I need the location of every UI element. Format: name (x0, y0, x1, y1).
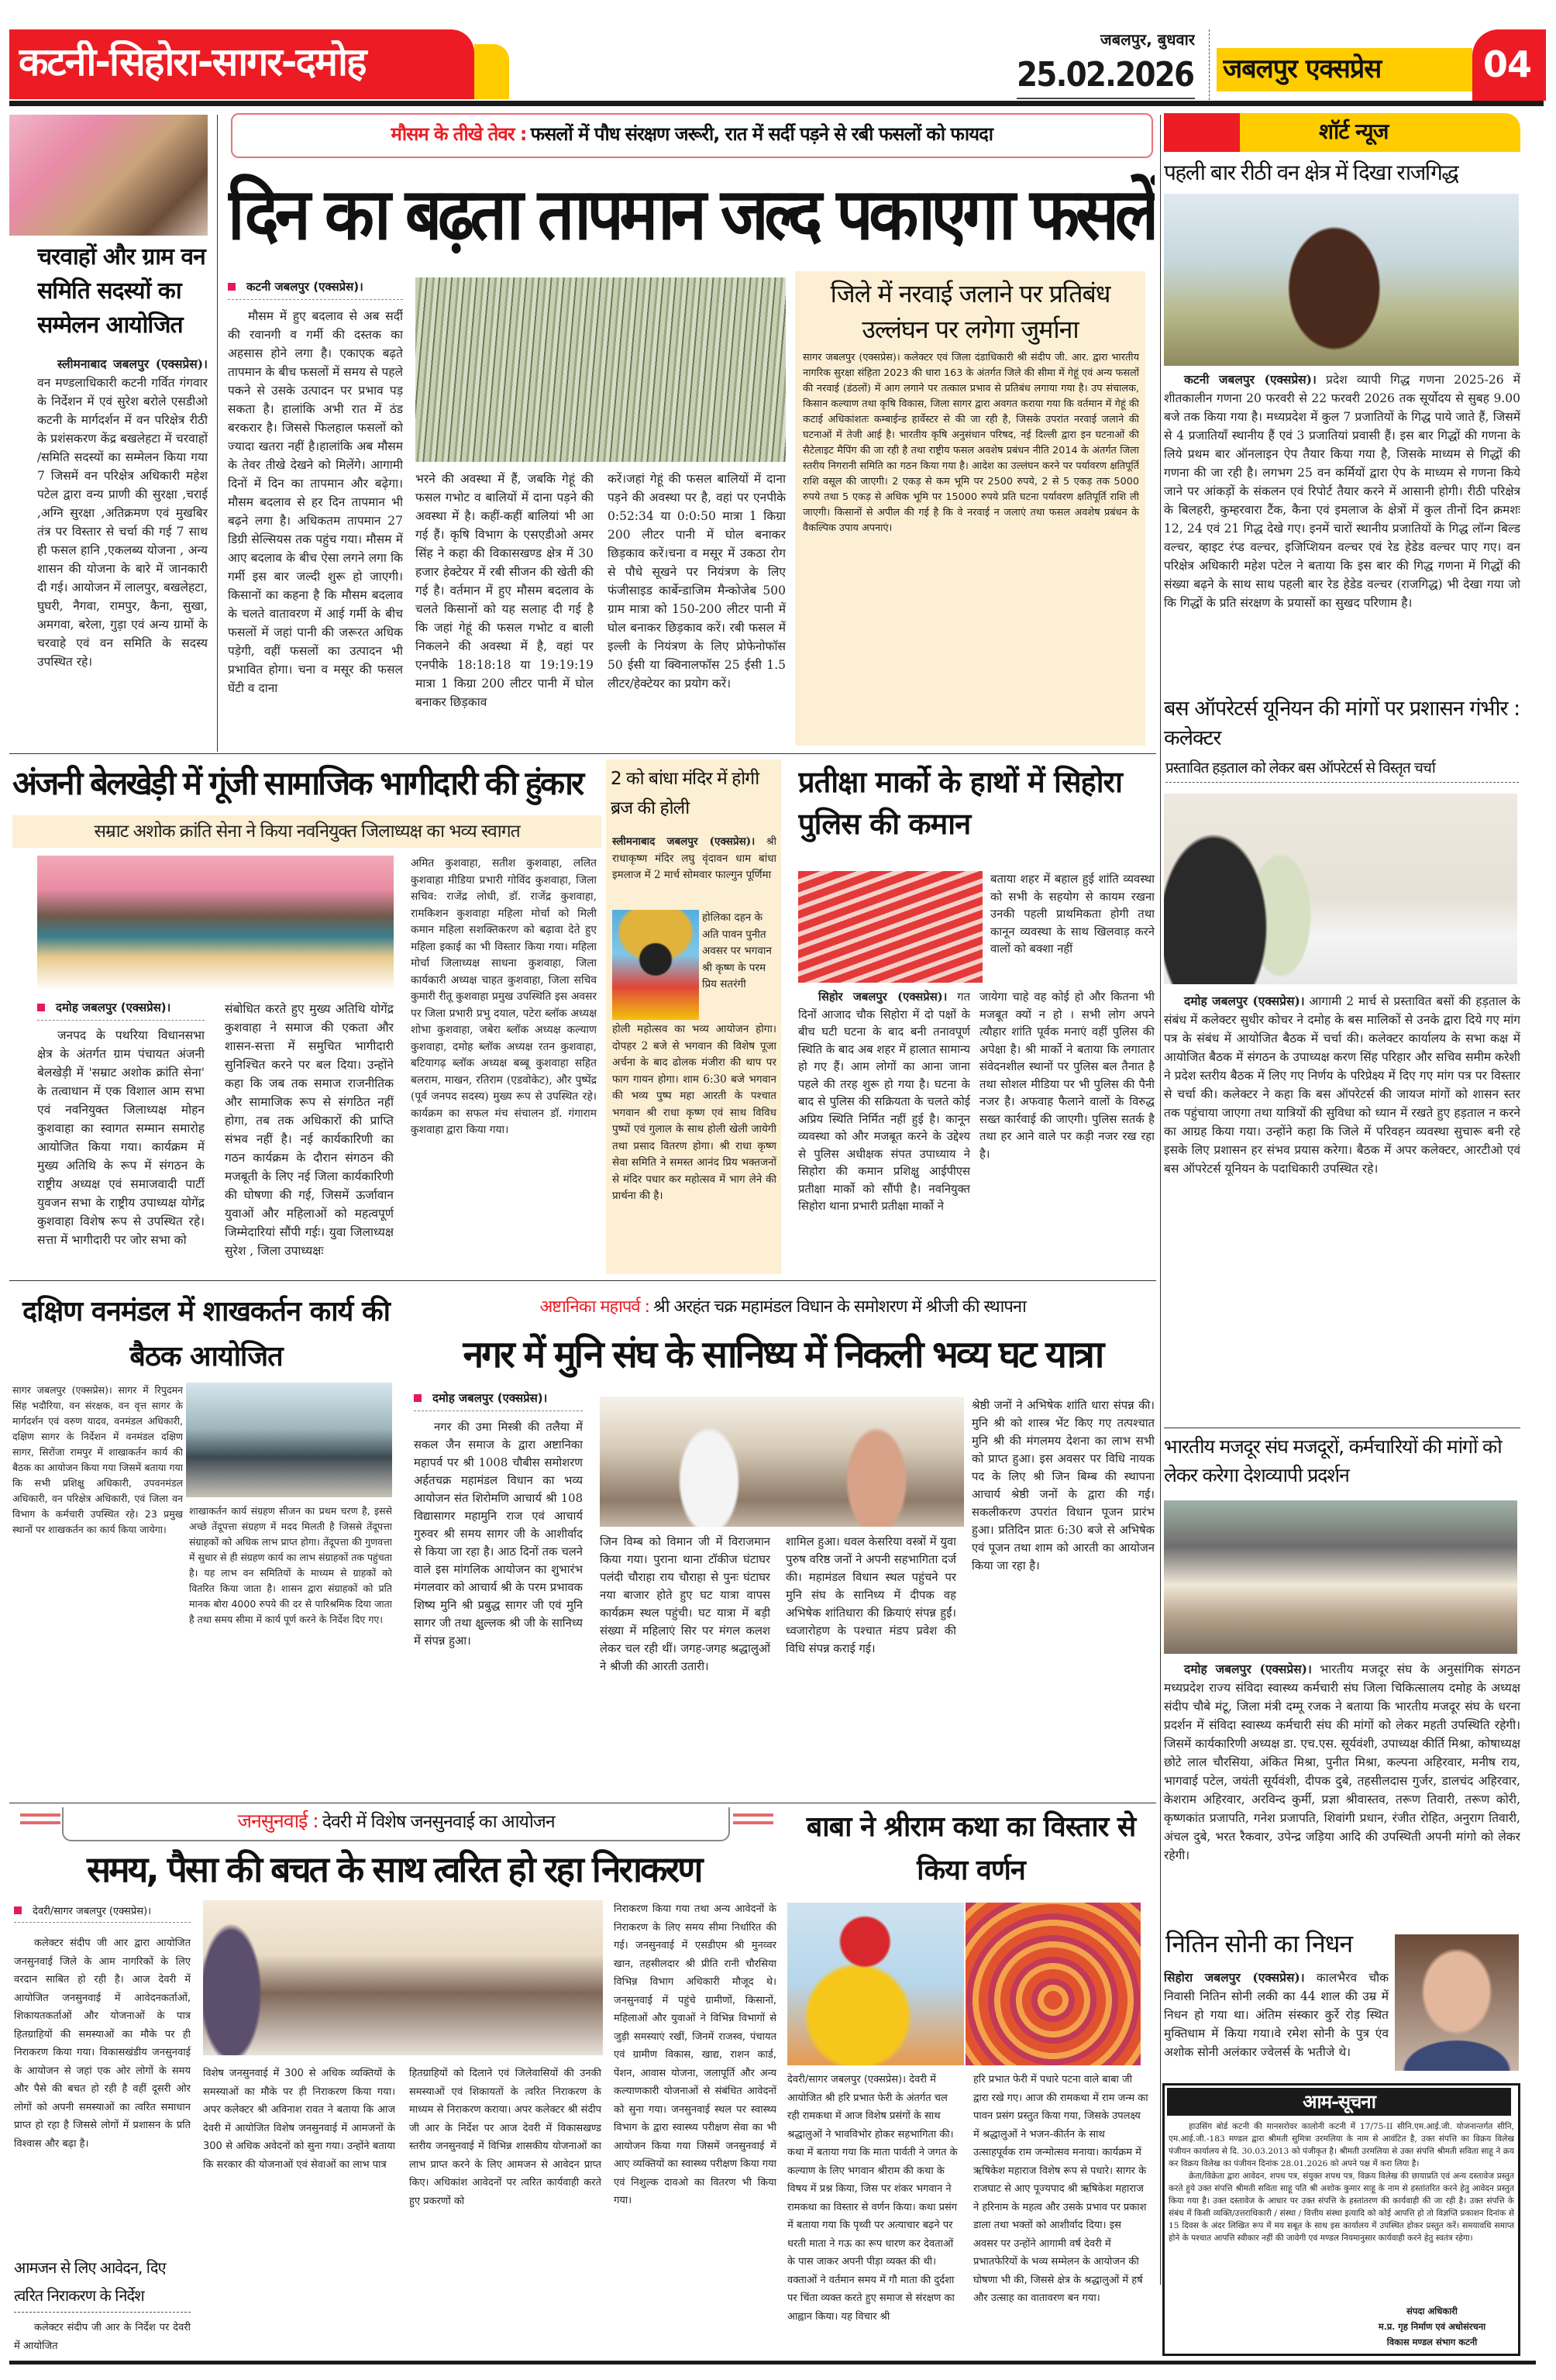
jain-headline: नगर में मुनि संघ के सानिध्य में निकली भव्य घट यात्रा (463, 1333, 1103, 1376)
page-number: 04 (1483, 43, 1532, 85)
jansunwai-photo (203, 1900, 603, 2055)
column-divider (1160, 115, 1161, 2285)
short-news-label: शॉर्ट न्यूज (1319, 119, 1389, 144)
jansunwai-kicker-box (62, 1807, 730, 1841)
anjani-headline: अंजनी बेलखेड़ी में गूंजी सामाजिक भागीदारी की हुंकार (12, 764, 583, 802)
jain-byline: दमोह जबलपुर (एक्सप्रेस)। (414, 1390, 583, 1411)
jansunwai-col-3: हितग्राहियों को दिलाने एवं जिलेवासियों की उनकी समस्याओं एवं शिकायतों के त्वरित निराकरण के माध्यम से निराकरण कराया। अपर कलेक्टर श्री संदीप जी आर के निर्देश पर आज देवरी में विकासखण्ड स्तरीय जनसुनवाई में विभिन्न शासकीय योजनाओं का लाभ प्राप्त करने के लिए आमजन से आवेदन प्राप्त किए। अधिकांश आवेदनों पर त्वरित कार्यवाही करते हुए प्रकरणों को (409, 2068, 601, 2207)
bullet-square-icon (414, 1394, 422, 1402)
jansunwai-subhead: आमजन से लिए आवेदन, दिए त्वरित निराकरण के निर्देश (14, 2254, 191, 2313)
police-photo (798, 871, 983, 983)
lead-col-2: भरने की अवस्था में हैं, जबकि गेहूं की फसल गभोट व बालियों में दाना पड़ने की अवस्था में है। कहीं-कहीं बालियां भी आ गई हैं। कृषि विभाग के एसएडीओ अमर सिंह ने कहा की विकासखण्ड क्षेत्र में 30 हजार हेक्टेयर में रबी सीजन की खेती की गई है। वर्तमान में हुए मौसम बदलाव के चलते किसानों को यह सलाह दी गई है कि जहां गेहूं की फसल गभोट व बाली निकलने की अवस्था में है, वहां पर एनपीके 18:18:18 या 19:19:19 मात्रा 1 किग्रा 200 लीटर पानी में घोल बनाकर छिड़काव (415, 472, 594, 709)
bullet-square-icon (37, 1004, 45, 1011)
forest-meeting-photo (186, 1383, 392, 1497)
jansunwai-rule-right (733, 1813, 773, 1824)
public-notice-signature: संपदा अधिकारी म.प्र. गृह निर्माण एवं अधोसंरचना विकास मण्डल संभाग कटनी (1378, 2306, 1486, 2347)
jain-col-4: श्रेष्ठी जनों ने अभिषेक शांति धारा संपन्न की। मुनि श्री को शास्त्र भेंट किए गए तत्पश्चात मुनि श्री की मंगलमय देशना का लाभ सभी को प्राप्त हुआ। इस अवसर पर विधि नायक पद के लिए श्री जिन बिम्ब की स्थापना आचार्य श्रेष्ठी जनों के द्वारा की गई। सकलीकरण उपरांत विधान पूजन प्रारंभ हुआ। प्रतिदिन प्रातः 6:30 बजे से अभिषेक एवं पूजन तथा शाम को आरती का आयोजन किया जा रहा है। (972, 1399, 1155, 1572)
anjani-col-2: संबोधित करते हुए मुख्य अतिथि योगेंद्र कुशवाहा ने समाज की एकता और शासन-सत्ता में समुचित भागीदारी सुनिश्चित करने पर बल दिया। उन्होंने कहा कि जब तक समाज राजनीतिक और सामाजिक रूप से संगठित नहीं होगा, तब तक अधिकारों की प्राप्ति संभव नहीं है। नई कार्यकारिणी का गठन कार्यक्रम के दौरान संगठन की मजबूती के लिए नई जिला कार्यकारिणी की घोषणा की गई, जिसमें ऊर्जावान युवाओं और महिलाओं को महत्वपूर्ण जिम्मेदारियां सौंपी गईः। युवा जिलाध्यक्ष सुरेश , जिला उपाध्यक्षः (225, 1002, 394, 1258)
felicitation-photo (37, 856, 394, 990)
lead-headline: दिन का बढ़ता तापमान जल्द पकाएगा फसलें (228, 173, 1155, 256)
lead-col-1: मौसम में हुए बदलाव से अब सर्दी की रवानगी व गर्मी की दस्तक का अहसास होने लगा है। एकाएक बढ़ते तापमान के बीच फसलों में समय से पहले पकने से उसके उत्पादन पर प्रभाव पड़ सकता है। हालांकि अभी रात में ठंड बरकरार है। जिससे फिलहाल फसलों को ज्यादा खतरा नहीं है।हालांकि अब मौसम के तेवर तीखे देखने को मिलेंगे। आगामी दिनों में दिन का तापमान और बढ़ेगा।मौसम बदलाव से हर दिन तापमान भी बढ़ने लगा है। अधिकतम तापमान 27 डिग्री सेल्सियस तक पहुंच गया। मौसम में आए बदलाव के बीच ऐसा लगने लगा कि गर्मी इस बार जल्दी शुरू हो जाएगी। किसानों का कहना है कि मौसम बदलाव के चलते वातावरण में आई गर्मी के बीच फसलों में जहां पानी की जरूरत अधिक पड़ेगी, वहीं फसलों का उत्पादन भी प्रभावित होगा। चना व मसूर की फसल घेंटी व दाना (228, 309, 403, 695)
public-notice-title: आम-सूचना (1303, 2089, 1375, 2113)
bullet-square-icon (228, 283, 236, 291)
city-day: जबलपुर, बुधवार (1100, 30, 1195, 49)
jain-col-1: नगर की उमा मिस्त्री की तलैया में सकल जैन समाज के द्वारा अष्टानिका महापर्व पर श्री 1008 चौबीस समोशरण अर्हतचक्र महामंडल विधान का भव्य आयोजन संत शिरोमणि आचार्य श्री 108 विद्यासागर महामुनि राज एवं आचार्य गुरुवर श्री समय सागर जी के आशीर्वाद से किया जा रहा है। आठ दिनों तक चलने वाले इस मांगलिक आयोजन का शुभारंभ मंगलवार को आचार्य श्री के परम प्रभावक शिष्य मुनि श्री प्रबुद्ध सागर जी एवं मुनि सागर जी तथा क्षुल्लक श्री जी के सानिध्य में संपन्न हुआ। (414, 1421, 583, 1648)
public-notice-body: हाउसिंग बोर्ड कटनी की मानसरोवर कालोनी कटनी में 17/75-II सीनि.एम.आई.जी. योजनान्तर्गत सीनि, एम.आई.जी.-183 मण्डल द्वारा श्रीमती सुमित्रा उरमलिया के नाम से आवंटित है, उक्त संपत्ति का विक्रय विलेख पंजीयन कार्यालय से दि. 30.03.2013 को पंजीकृत है। श्रीमती उरमलिया से उक्त संपत्ति श्रीमती सविता साहू ने क्रय कर विक्रय विलेख का पंजीयन दिनांक 28.01.2026 को अपने पक्ष में करा लिया है। क्रेता/विक्रेता द्वारा आवेदन, शपथ पत्र, संयुक्त शपथ पत्र, विक्रय विलेख की छायाप्रति एवं अन्य दस्तावेज प्रस्तुत करते हुये उक्त संपत्ति श्रीमती सविता साहू पति श्री अशोक कुमार साहू के नाम से हस्तांतरित करने हेतु आवेदन प्रस्तुत किया गया है। उक्त दस्तावेज के आधार पर उक्त संपत्ति के हस्तांतरण की कार्यवाही की जा रही है। उक्त संपत्ति के संबंध में किसी व्यक्ति/उत्तराधिकारी / संस्था / वित्तीय संस्था इत्यादि को कोई आपत्ति हो तो विज्ञप्ति प्रकाशन दिनांक से 15 दिवस के अंदर लिखित रूप में मय सबूत के साथ इस कार्यालय में उपस्थित होकर प्रस्तुत करें। समयावधि समाप्त होने के पश्चात आपत्ति स्वीकार नहीं की जावेगी एवं मण्डल नियमानुसार कार्यवाही करने हेतु स्वतंत्र रहेगा। (1169, 2122, 1514, 2243)
dakshin-col-2: शाखाकर्तन कार्य संग्रहण सीजन का प्रथम चरण है, इससे अच्छे तेंदूपत्ता संग्रहण में मदद मिलती है जिससे तेंदूपत्ता संग्राहकों को अधिक लाभ प्राप्त होगा। तेंदूपत्ता की गुणवत्ता में सुधार से ही संग्रहण कार्य का लाभ संग्राहकों तक पहुंचता है। यह लाभ वन समितियों के माध्यम से ग्राहकों को वितरित किया जाता है। शासन द्वारा संग्राहकों को प्रति मानक बोरा 4000 रुपये की दर से पारिश्रमिक दिया जाता है तथा समय सीमा में कार्य पूर्ण करने के निर्देश दिए गए। (189, 1505, 392, 1625)
jansunwai-col-4: निराकरण किया गया तथा अन्य आवेदनों के निराकरण के लिए समय सीमा निर्धारित की गई। जनसुनवाई में एसडीएम श्री मुनव्वर खान, तहसीलदार श्री प्रीति रानी चौरसिया विभिन्न विभाग अधिकारी मौजूद थे। जनसुनवाई में पहुंचे ग्रामीणों, किसानों, महिलाओं और युवाओं ने विभिन्न विभागों से जुड़ी समस्याएं रखीं, जिनमें राजस्व, पंचायत एवं ग्रामीण विकास, खाद्य, राशन कार्ड, पेंशन, आवास योजना, जलापूर्ति और अन्य कल्याणकारी योजनाओं से संबंधित आवेदनों को सुना गया। जनसुनवाई स्थल पर स्वास्थ्य विभाग के द्वारा स्वास्थ्य परीक्षण सेवा का भी आयोजन किया गया जिसमें जनसुनवाई में आए व्यक्तियों का स्वास्थ्य परीक्षण किया गया एवं निशुल्क दावओ का वितरण भी किया गया। (614, 1903, 776, 2206)
jain-col-3: शामिल हुआ। धवल केसरिया वस्त्रों में युवा पुरुष वरिष्ठ जनों ने अपनी सहभागिता दर्ज की। महामंडल विधान स्थल पहुंचने पर मुनि संघ के सानिध्य में दीपक वह अभिषेक शांतिधारा की क्रियाएं संपन्न हुईं। ध्वजारोहण के पश्चात मंडप प्रवेश की विधि संपन्न कराई गई। (786, 1535, 956, 1655)
narwai-body: सागर जबलपुर (एक्सप्रेस)। कलेक्टर एवं जिला दंडाधिकारी श्री संदीप जी. आर. द्वारा भारतीय नागरिक सुरक्षा संहिता 2023 की धारा 163 के अंतर्गत जिले की सीमा में गेहूं एवं अन्य फसलों की नरवाई (डंठलों) में आग लगाने पर तत्काल प्रभाव से प्रतिबंध लगाया गया है। उप संचालक, किसान कल्याण तथा कृषि विकास, जिला सागर द्वारा अवगत कराया गया कि वर्तमान में गेहूं की कटाई अधिकांशतः कम्बाईन्ड हार्वेस्टर से की जा रही है, जिसके उपरांत नरवाई जलाने की घटनाओं में तेजी आई है। भारतीय कृषि अनुसंधान परिषद, नई दिल्ली द्वारा इन घटनाओं की सैटेलाइट मैपिंग की जा रही है तथा राष्ट्रीय फसल अवशेष प्रबंधन नीति 2014 के अंतर्गत जिला स्तरीय निगरानी समिति का गठन किया गया है। आदेश का उल्लंघन करने पर पर्यावरण क्षतिपूर्ति राशि वसूल की जाएगी। 2 एकड़ से कम भूमि पर 2500 रुपये, 2 से 5 एकड़ तक 5000 रुपये तथा 5 एकड़ से अधिक भूमि पर 15000 रुपये प्रति घटना पर्यावरण क्षतिपूर्ति राशि ली जाएगी। किसानों से अपील की गई है कि वे नरवाई न जलाएं तथा फसल अवशेष प्रबंधन के वैकल्पिक उपाय अपनाएं। (803, 352, 1139, 534)
issue-date: 25.02.2026 (1017, 55, 1194, 95)
page-bottom-rule (9, 2361, 1536, 2365)
krishna-photo (612, 910, 699, 1020)
jansunwai-rule-left (20, 1813, 60, 1824)
charvahe-body (37, 355, 208, 746)
ramkatha-col-2: हरि प्रभात फेरी में पधारे पटना वाले बाबा जी द्वारा रखे गए। आज की रामकथा में राम जन्म का पावन प्रसंग प्रस्तुत किया गया, जिसके उपलक्ष्य में श्रद्धालुओं ने भजन-कीर्तन के साथ उत्साहपूर्वक राम जन्मोत्सव मनाया। कार्यक्रम में ऋषिकेश महाराज विशेष रूप से पधारे। सागर के राजघाट से आए पूज्यपाद श्री ऋषिकेश महाराज ने हरिनाम के महत्व और उसके प्रभाव पर प्रकाश डाला तथा भक्तों को आशीर्वाद दिया। इस अवसर पर उन्होंने आगामी वर्ष देवरी में प्रभातफेरियों के भव्य सम्मेलन के आयोजन की घोषणा भी की, जिससे क्षेत्र के श्रद्धालुओं में हर्ष और उत्साह का वातावरण बन गया। (973, 2074, 1148, 2304)
protest-photo (1164, 1500, 1517, 1654)
dakshin-col-1: सागर जबलपुर (एक्सप्रेस)। सागर में रिपुदमन सिंह भदौरिया, वन संरक्षक, वन वृत्त सागर के मार्गदर्शन एवं वरुण यादव, वनमंडल अधिकारी, दक्षिण सागर के निर्देशन में वनमंडल दक्षिण सागर, सिरोंजा रामपुर में शाखाकर्तन कार्य की बैठक का आयोजन किया गया जिसमें बताया गया कि सभी प्रशिक्षु अधिकारी, उपवनमंडल अधिकारी, वन परिक्षेत्र अधिकारी, एवं जिला वन विभाग के कर्मचारी उपस्थित रहे। 23 प्रमुख स्थानों पर शाखकर्तन का कार्य किया जायेगा। (12, 1384, 183, 1535)
meeting-photo (9, 115, 208, 236)
holi-body-top: स्लीमनाबाद जबलपुर (एक्सप्रेस)। श्री राधाकृष्ण मंदिर लघु वृंदावन धाम बांधा इमलाज में 2 मार्च सोमवार फाल्गुन पूर्णिमा (612, 835, 776, 881)
column-divider (217, 115, 218, 752)
bus-body: दमोह जबलपुर (एक्सप्रेस)। आगामी 2 मार्च से प्रस्तावित बसों की हड़ताल के संबंध में कलेक्टर सुधीर कोचर ने दमोह के बस मालिकों से उनके द्वारा दिये गए मांग पत्र के संबंध में आयोजित बैठक में चर्चा की। कलेक्टर कार्यालय के सभा कक्ष में आयोजित बैठक में संगठन के उपाध्यक्ष करण सिंह परिहार और सचिव समीम करेशी ने प्रदेश स्तरीय बैठक में लिए गए निर्णय के परिप्रेक्ष्य में दिए गए मांग पत्र पर विस्तार से चर्चा की। कलेक्टर ने कहा कि बस ऑपरेटर्स की जायज मांगों को शासन स्तर तक पहुंचाया जाएगा तथा यात्रियों की सुविधा को ध्यान में रखते हुए हड़ताल न करने का आग्रह किया गया। उन्होंने कहा कि जिले में परिवहन व्यवस्था सुचारू बनी रहे इसके लिए प्रशासन हर संभव प्रयास करेगा। बैठक में अपर कलेक्टर, आरटीओ एवं बस ऑपरेटर्स यूनियन के पदाधिकारी उपस्थित रहे। (1164, 994, 1520, 1176)
mazdoor-body: दमोह जबलपुर (एक्सप्रेस)। भारतीय मजदूर संघ के अनुसांगिक संगठन मध्यप्रदेश राज्य संविदा स्वास्थ्य कर्मचारी संघ जिला चिकित्सालय दमोह के अध्यक्ष संदीप चौबे मंटू, जिला मंत्री दम्मू रजक ने बताया कि भारतीय मजदूर संघ के धरना प्रदर्शन में संविदा स्वास्थ्य कर्मचारी संघ की मांगों को लेकर महती उपस्थिति रहेगी। जिसमें कार्यकारिणी अध्यक्ष डा. एच.एस. सूर्यवंशी, उपाध्यक्ष कीर्ति मिश्रा, कोषाध्यक्ष छोटे लाल चौरसिया, अंकित मिश्रा, पुनीत मिश्रा, कल्पना अहिरवार, मनीष राय, भागवाई पटेल, जयंती सूर्यवंशी, दीपक दुबे, तहसीलदास गुर्जर, डालचंद अहिरवार, केशराम अहिरवार, अरविन्द कुर्मी, प्रज्ञा श्रीवास्तव, तरूण तिवारी, तरूण कोरी, कृष्णकांत प्रजापति, गनेश प्रजापति, शिवांगी प्रधान, रंजीत रोहित, अनुराग तिवारी, अंचल दुबे, भरत रैकवार, उपेन्द्र जड़िया आदि की उपस्थिती अपनी मांगो को लेकर रहेगी। (1164, 1662, 1520, 1862)
ramkatha-headline: बाबा ने श्रीराम कथा का विस्तार से किया वर्णन (806, 1811, 1136, 1886)
sihora-col-1: सिहोर जबलपुर (एक्सप्रेस)। गत दिनों आजाद चौक सिहोरा में दो पक्षों के बीच घटी घटना के बाद बनी तनावपूर्ण स्थिति के बाद अब शहर में हालात सामान्य हो गए हैं। आम लोगों का आना जाना पहले की तरह शुरू हो गया है। घटना के बाद से पुलिस की सक्रियता के चलते कोई अप्रिय स्थिति निर्मित नहीं हुई है। कानून व्यवस्था को और मजबूत करने के उद्देश्य से पुलिस अधीक्षक संपत उपाध्याय ने सिहोरा की कमान प्रशिक्षु आईपीएस प्रतीक्षा मार्को को सौंपी है। नवनियुक्त सिहोरा थाना प्रभारी प्रतीक्षा मार्को ने (798, 990, 970, 1213)
lead-col-3: करें।जहां गेहूं की फसल बालियों में दाना पड़ने की अवस्था पर है, वहां पर एनपीके 0:52:34 या 0:0:50 मात्रा 1 किग्रा 200 लीटर पानी में घोल बनाकर छिड़काव करें।चना व मसूर में उकठा रोग से पौधे सूखने पर नियंत्रण के लिए फंजीसाइड कार्बेन्डाजिम मैन्कोजेब 500 ग्राम मात्रा को 150-200 लीटर पानी में घोल बनाकर छिड़काव करें। रबी फसल में इल्ली के नियंत्रण के लिए प्रोफेनोफॉस 50 ईसी या क्विनालफॉस 25 ईसी 1.5 लीटर/हेक्टेयर का प्रयोग करें। (608, 472, 786, 691)
ramkatha-col-1: देवरी/सागर जबलपुर (एक्सप्रेस)। देवरी में आयोजित श्री हरि प्रभात फेरी के अंतर्गत चल रही रामकथा में आज विशेष प्रसंगों के साथ श्रद्धालुओं ने भावविभोर होकर सहभागिता की। कथा में बताया गया कि माता पार्वती ने जगत के कल्याण के लिए भगवान श्रीराम की कथा के विषय में प्रश्न किया, जिस पर शंकर भगवान ने रामकथा का विस्तार से वर्णन किया। कथा प्रसंग में बताया गया कि पृथ्वी पर अत्याचार बढ़ने पर धरती माता ने गऊ का रूप धारण कर देवताओं के पास जाकर अपनी पीड़ा व्यक्त की थी। वक्ताओं ने वर्तमान समय में गौ माता की दुर्दशा पर चिंता व्यक्त करते हुए समाज से संरक्षण का आह्वान किया। यह विचार श्री (787, 2074, 958, 2323)
dakshin-headline: दक्षिण वनमंडल में शाखकर्तन कार्य की बैठक आयोजित (22, 1296, 390, 1373)
jansunwai-kicker-text: देवरी में विशेष जनसुनवाई का आयोजन (322, 1812, 555, 1832)
anjani-byline: दमोह जबलपुर (एक्सप्रेस)। (37, 1000, 205, 1021)
anjani-subhead-box (12, 815, 601, 848)
lead-kicker-text: फसलों में पौध संरक्षण जरूरी, रात में सर्दी पड़ने से रबी फसलों को फायदा (530, 123, 993, 145)
bullet-square-icon (14, 1906, 22, 1914)
masthead-rule (9, 101, 1544, 106)
section-title-accent (474, 44, 509, 99)
paper-name: जबलपुर एक्सप्रेस (1223, 53, 1382, 84)
bus-headline: बस ऑपरेटर्स यूनियन की मांगों पर प्रशासन गंभीर : कलेक्टर (1164, 697, 1520, 750)
anjani-col-3: अमित कुशवाहा, सतीश कुशवाहा, ललित कुशवाहा मीडिया प्रभारी गोविंद कुशवाहा, जिला सचिव: राजेंद्र लोधी, डॉ. राजेंद्र कुशवाहा, रामकिशन कुशवाहा महिला मोर्चा को मिली कमान महिला सशक्तिकरण को बढ़ावा देते हुए महिला इकाई का भी विस्तार किया गया। महिला मोर्चा जिलाध्यक्ष साधना कुशवाहा, जिला कार्यकारी अध्यक्ष चाहत कुशवाहा, जिला सचिव कुमारी रीतू कुशवाहा प्रमुख उपस्थिति इस अवसर पर जिला प्रभारी प्रभु दयाल, पटेरा ब्लॉक अध्यक्ष शोभा कुशवाहा, जबेरा ब्लॉक अध्यक्ष कल्याण कुशवाहा, दमोह ब्लॉक अध्यक्ष रतन कुशवाहा, बटियागढ़ ब्लॉक अध्यक्ष बब्बू कुशवाहा सहित बलराम, माखन, रतिराम (एडवोकेट), और पुष्पेंद्र (पूर्व जनपद सदस्य) मुख्य रूप से उपस्थित रहे। कार्यक्रम का सफल मंच संचालन डॉ. गंगाराम कुशवाहा द्वारा किया गया। (411, 857, 597, 1136)
obit-body: सिहोरा जबलपुर (एक्सप्रेस)। कालभैरव चौक निवासी नितिन सोनी लकी का 44 शाल की उम्र में निधन हो गया था। अंतिम संस्कार कुर्रे रोड़ स्थित मुक्तिधाम में किया गया।वे रमेश सोनी के पुत्र एंव अशोक सोनी अलंकार ज्वेलर्स के भतीजे थे। (1164, 1970, 1389, 2059)
section-title: कटनी-सिहोरा-सागर-दमोह (19, 40, 366, 84)
section-rule (9, 1280, 1156, 1281)
public-notice-title-bar (1167, 2088, 1511, 2116)
sihora-headline: प्रतीक्षा मार्को के हाथों में सिहोरा पुलिस की कमान (798, 765, 1122, 841)
short-news-banner (1164, 113, 1520, 152)
katha-audience-photo (966, 1903, 1141, 2065)
short-news-red-block (1164, 113, 1240, 152)
obit-headline: नितिन सोनी का निधन (1165, 1929, 1353, 1958)
katha-speaker-photo (787, 1903, 964, 2065)
lead-kicker-label: मौसम के तीखे तेवर : (391, 123, 527, 145)
vulture-photo (1164, 194, 1519, 366)
wheat-field-photo (415, 277, 786, 462)
obit-portrait (1395, 1934, 1519, 2071)
holi-body-bottom: होली महोत्सव का भव्य आयोजन होगा। दोपहर 2 बजे से भगवान की विशेष पूजा अर्चना के बाद ढोलक मंजीरा की थाप पर फाग गायन होगा। शाम 6:30 बजे भगवान की भव्य पुष्प महा आरती के पश्चात भगवान श्री राधा कृष्ण एवं साथ विविध पुष्पों एवं गुलाल के साथ होली खेली जायेगी तथा प्रसाद वितरण होगा। श्री राधा कृष्ण सेवा समिति ने समस्त आनंद प्रिय भक्तजनों से मंदिर पधार कर महोत्सव में भाग लेने की प्रार्थना की है। (612, 1023, 776, 1202)
jain-kicker-label: अष्टानिका महापर्व : (539, 1297, 650, 1317)
mazdoor-headline: भारतीय मजदूर संघ मजदूरों, कर्मचारियों की मांगों को लेकर करेगा देशव्यापी प्रदर्शन (1164, 1435, 1502, 1486)
jansunwai-headline: समय, पैसा की बचत के साथ त्वरित हो रहा निराकरण (87, 1848, 701, 1890)
section-rule (9, 753, 1156, 754)
charvahe-text: वन मण्डलाधिकारी कटनी गर्वित गंगवार के निर्देशन में एवं सुरेश बरोले एसडीओ कटनी के मार्गदर्शन में वन परिक्षेत्र रीठी के प्रशंसकरण केंद्र बखलेहटा में चरवाहों /समिति सदस्यों का सम्मेलन किया गया 7 जिसमें वन परिक्षेत्र अधिकारी महेश पटेल द्वारा वन्य प्राणी की सुरक्षा ,चराई ,अग्नि सुरक्षा ,अतिक्रमण एवं मुखबिर तंत्र पर विस्तार से चर्चा की गई 7 साथ ही फसल हानि ,एकलब्य योजना , अन्य शासन की योजना के बारे में जानकारी दी गई। आयोजन में लालपुर, बखलेहटा, घुघरी, नैगवा, रामपुर, कैना, सुखा, अमगवा, बरेला, गुड़ा एवं अन्य ग्रामों के चरवाहे एवं वन समिति के सदस्य उपस्थित रहे। (37, 376, 208, 669)
masthead (9, 29, 1551, 104)
charvahe-headline: चरवाहों और ग्राम वन समिति सदस्यों का सम्मेलन आयोजित (37, 243, 205, 339)
procession-photo (600, 1397, 964, 1527)
jain-col-2: जिन विम्ब को विमान जी में विराजमान किया गया। पुराना थाना टॉकीज घंटाघर पलंदी चौराहा राय चौराहा से पुनः घंटाघर नया बाजार होते हुए घट यात्रा वापस कार्यक्रम स्थल पहुंची। घट यात्रा में बड़ी संख्या में महिलाएं सिर पर मंगल कलश लेकर चल रही थीं। जगह-जगह श्रद्धालुओं ने श्रीजी की आरती उतारी। (600, 1535, 770, 1673)
jansunwai-col-1: कलेक्टर संदीप जी आर द्वारा आयोजित जनसुनवाई जिले के आम नागरिकों के लिए वरदान साबित हो रही है। आज देवरी में आयोजित जनसुनवाई में आवेदनकर्ताओं, शिकायतकर्ताओं और योजनाओं के पात्र हितग्राहियों की समस्याओं का मौके पर ही निराकरण किया गया। विकासखंडीय जनसुनवाई के आयोजन से जहां एक ओर लोगों के समय और पैसे की बचत हो रही है वहीं दूसरी ओर लोगों को अपनी समस्याओं का त्वरित समाधान प्राप्त हो रहा है जिससे लोगों में प्रशासन के प्रति विश्वास और बढ़ा है। (14, 1937, 191, 2150)
bus-meeting-photo (1164, 794, 1517, 984)
anjani-col-1: जनपद के पथरिया विधानसभा क्षेत्र के अंतर्गत ग्राम पंचायत अंजनी बेलखेड़ी में 'सम्राट अशोक क्रांति सेना' के तत्वाधान में एक विशाल आम सभा एवं नवनियुक्त जिलाध्यक्ष मोहन कुशवाहा का स्वागत सम्मान समारोह आयोजित किया गया। कार्यक्रम में मुख्य अतिथि के रूप में संगठन के राष्ट्रीय अध्यक्ष एवं समाजवादी पार्टी युवजन सभा के राष्ट्रीय उपाध्यक्ष योगेंद्र कुशवाहा विशेष रूप से उपस्थित रहे। सत्ता में भागीदारी पर जोर सभा को (37, 1028, 205, 1247)
jansunwai-col-1b: कलेक्टर संदीप जी आर के निर्देश पर देवरी में आयोजित (14, 2322, 191, 2352)
lead-byline: कटनी जबलपुर (एक्सप्रेस)। (228, 279, 403, 300)
header-divider (1209, 29, 1210, 104)
jansunwai-byline: देवरी/सागर जबलपुर (एक्सप्रेस)। (14, 1903, 191, 1923)
jansunwai-kicker-label: जनसुनवाई : (237, 1810, 318, 1832)
sihora-body-right: बताया शहर में बहाल हुई शांति व्यवस्था को सभी के सहयोग से कायम रखना उनकी पहली प्राथमिकता होगी तथा कानून व्यवस्था के साथ खिलवाड़ करने वालों को बक्शा नहीं (990, 873, 1155, 956)
holi-headline: 2 को बांधा मंदिर में होगी ब्रज की होली (611, 769, 759, 818)
jain-kicker-text: श्री अरहंत चक्र महामंडल विधान के समोशरण में श्रीजी की स्थापना (653, 1297, 1026, 1317)
rajgiddh-headline: पहली बार रीठी वन क्षेत्र में दिखा राजगिद्ध (1164, 160, 1458, 185)
lead-kicker-box (231, 113, 1153, 158)
holi-body-side: होलिका दहन के अति पावन पुनीत अवसर पर भगवान श्री कृष्ण के परम प्रिय सतरंगी (702, 911, 772, 990)
rajgiddh-body: कटनी जबलपुर (एक्सप्रेस)। प्रदेश व्यापी गिद्ध गणना 2025-26 में शीतकालीन गणना 20 फरवरी से 22 फरवरी 2026 तक सूर्योदय से सुबह 9.00 बजे तक किया गया है। मध्यप्रदेश में कुल 7 प्रजातियों के गिद्ध पाये जाते हैं, जिसमें से 4 प्रजातियाँ स्थानीय हैं एवं 3 प्रजातियां प्रवासी हैं। इस बार गिद्धों की गणना के लिये प्रथम बार ऑनलाइन ऐप तैयार किया गया है, जिसके माध्यम से गिद्धों की गणना की जा रही है। लगभग 25 वन कर्मियों द्वारा ऐप के माध्यम से गणना किये जाने पर आंकड़ों के संकलन एवं रिपोर्ट तैयार करने में आसानी होगी। रीठी परिक्षेत्र के बिलहरी, कुम्हरवारा टैंक, कैना एवं इमलाज के क्षेत्रों में कुल तीनों दिन क्रमशः 12, 24 एवं 21 गिद्ध देखे गए। इनमें चारों स्थानीय प्रजातियों के गिद्ध लॉन्ग बिल्ड वल्चर, व्हाइट रंप्ड वल्चर, इजिप्शियन वल्चर एवं रेड हेडेड वल्चर पाए गए। वन परिक्षेत्र अधिकारी महेश पटेल ने बताया कि इस बार की गिद्ध गणना में गिद्धों की संख्या बढ़ने के साथ साथ पहली बार रेड हेडेड वल्चर (राजगिद्ध) भी देखा गया जो कि गिद्धों के प्रति संरक्षण के प्रयासों का सुखद परिणाम है। (1164, 372, 1520, 610)
bus-subhead: प्रस्तावित हड़ताल को लेकर बस ऑपरेटर्स से विस्तृत चर्चा (1165, 759, 1435, 777)
charvahe-dateline: स्लीमनाबाद जबलपुर (एक्सप्रेस)। (57, 356, 208, 371)
jansunwai-col-2: विशेष जनसुनवाई में 300 से अधिक व्यक्तियों के समस्याओं का मौके पर ही निराकरण किया गया। अपर कलेक्टर श्री अविनाश रावत ने बताया कि आज देवरी में आयोजित विशेष जनसुनवाई में आमजनों के 300 से अधिक अवेदनों को सुना गया। उन्होंने बताया कि सरकार की योजनाओं एवं सेवाओं का लाभ पात्र (203, 2068, 395, 2171)
narwai-headline: जिले में नरवाई जलाने पर प्रतिबंध उल्लंघन पर लगेगा जुर्माना (830, 279, 1110, 344)
jain-kicker (411, 1293, 1155, 1324)
sihora-col-2: जायेगा चाहे वह कोई हो और कितना भी मजबूत क्यों न हो । सभी लोग अपने त्यौहार शांति पूर्वक मनाएं वहीं पुलिस की अपेक्षा है। श्री मार्को ने बताया कि लगातार संवेदनशील स्थानों पर पुलिस बल तैनात है तथा सोशल मीडिया पर भी पुलिस की पैनी नजर है। अफवाह फैलाने वालों के विरुद्ध सख्त कार्रवाई की जाएगी। पुलिस सतर्क है तथा हर आने वाले पर कड़ी नजर रख रहा है। (979, 990, 1155, 1161)
anjani-subhead: सम्राट अशोक क्रांति सेना ने किया नवनियुक्त जिलाध्यक्ष का भव्य स्वागत (94, 821, 520, 842)
